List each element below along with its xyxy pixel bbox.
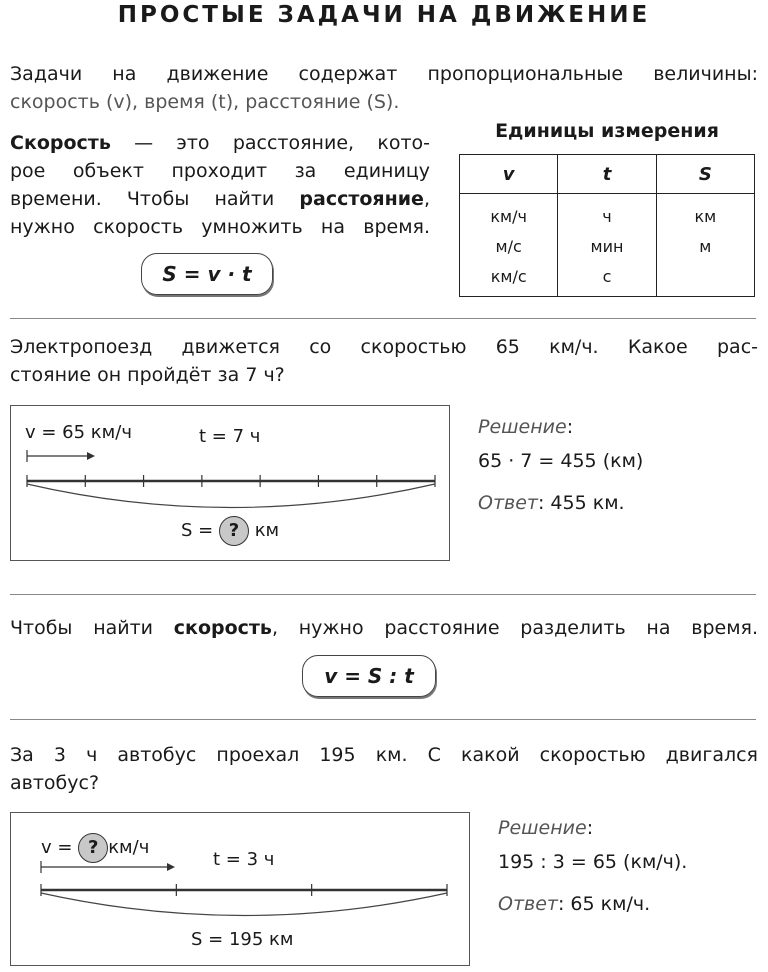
definition-line-3 [10,185,430,213]
unit-s: с [602,267,612,286]
definition-line-4: нужно скорость умножить на время. [10,216,430,238]
unit-ms: м/с [495,237,522,256]
problem2-solution-heading [498,814,687,842]
problem2-answer-label: Ответ [498,893,558,915]
question-icon: ? [78,833,108,863]
problem1-t-label: t = 7 ч [199,426,261,447]
problem1-solution [478,413,643,517]
problem2-v-prefix: v = [41,837,79,858]
page-title: ПРОСТЫЕ ЗАДАЧИ НА ДВИЖЕНИЕ [117,2,651,28]
units-header-s: S [656,155,754,194]
problem1-answer [478,489,643,517]
velocity-arrow-head [87,452,95,460]
intro-line-2-text: скорость (v), время (t), расстояние (S). [10,91,400,113]
distance-brace [27,484,435,508]
rule2-start: Чтобы найти [10,617,174,639]
units-col-s [656,194,754,297]
intro-line-2 [10,88,758,116]
problem2-v-unit: км/ч [108,837,150,858]
unit-km: км [694,207,717,226]
problem1-solution-label: Решение [478,416,567,438]
problem2-solution-colon: : [586,817,594,839]
problem1-answer-text: : 455 км. [537,492,625,514]
problem2-s-label: S = 195 км [191,929,294,950]
velocity-arrow-head [167,863,175,871]
definition-line-2: рое объект проходит за единицу [10,160,430,182]
formula-distance: S = v · t [141,253,273,295]
divider-1 [10,318,756,319]
unit-kmh: км/ч [490,207,527,226]
problem1-line-1: Электропоезд движется со скоростью 65 км/ч. Какое рас- [10,336,758,358]
problem2-t-label: t = 3 ч [213,849,275,870]
units-col-t [558,194,656,297]
unit-kms: км/с [490,267,527,286]
rule2-line [10,614,758,642]
divider-2 [10,594,756,595]
definition-line-1 [10,129,430,157]
distance-brace [41,893,447,916]
rule2-end: , нужно расстояние разделить на время. [271,617,758,639]
problem2-diagram [10,812,470,966]
unit-m: м [699,237,712,256]
definition-line-3-bold: расстояние [299,188,424,210]
problem1-solution-calc: 65 · 7 = 455 (км) [478,450,644,472]
problem2-line-2: автобус? [10,772,100,794]
question-icon: ? [219,516,249,546]
problem2-answer [498,890,687,918]
problem2-solution-calc: 195 : 3 = 65 (км/ч). [498,851,688,873]
definition-line-3-start: времени. Чтобы найти [10,188,300,210]
problem2-answer-text: : 65 км/ч. [557,893,651,915]
problem1-s-prefix: S = [181,520,219,541]
problem2-solution-label: Решение [498,817,587,839]
units-header-t: t [558,155,656,194]
problem2-v-label [41,833,149,863]
problem1-v-label: v = 65 км/ч [25,422,132,443]
units-col-v [460,194,558,297]
units-table [459,154,755,297]
units-header-v: v [460,155,558,194]
problem1-answer-label: Ответ [478,492,538,514]
problem2-solution [498,814,687,918]
formula-speed: v = S : t [302,655,436,697]
divider-3 [10,719,756,720]
units-table-title: Единицы измерения [495,120,719,142]
problem1-diagram [10,405,450,561]
definition-line-1-rest: — это расстояние, кото- [110,132,430,154]
unit-min: мин [590,237,624,256]
rule2-bold: скорость [173,617,272,639]
problem1-s-unit: км [254,520,280,541]
problem2-line-1: За 3 ч автобус проехал 195 км. С какой скоростью двигался [10,744,758,766]
problem1-solution-colon: : [566,416,574,438]
definition-line-3-end: , [423,188,430,210]
problem1-s-label [181,516,279,546]
definition-term: Скорость [10,132,111,154]
problem1-line-2: стояние он пройдёт за 7 ч? [10,364,285,386]
intro-line-1: Задачи на движение содержат пропорциональные величины: [10,63,758,85]
unit-h: ч [602,207,612,226]
problem1-solution-heading [478,413,643,441]
